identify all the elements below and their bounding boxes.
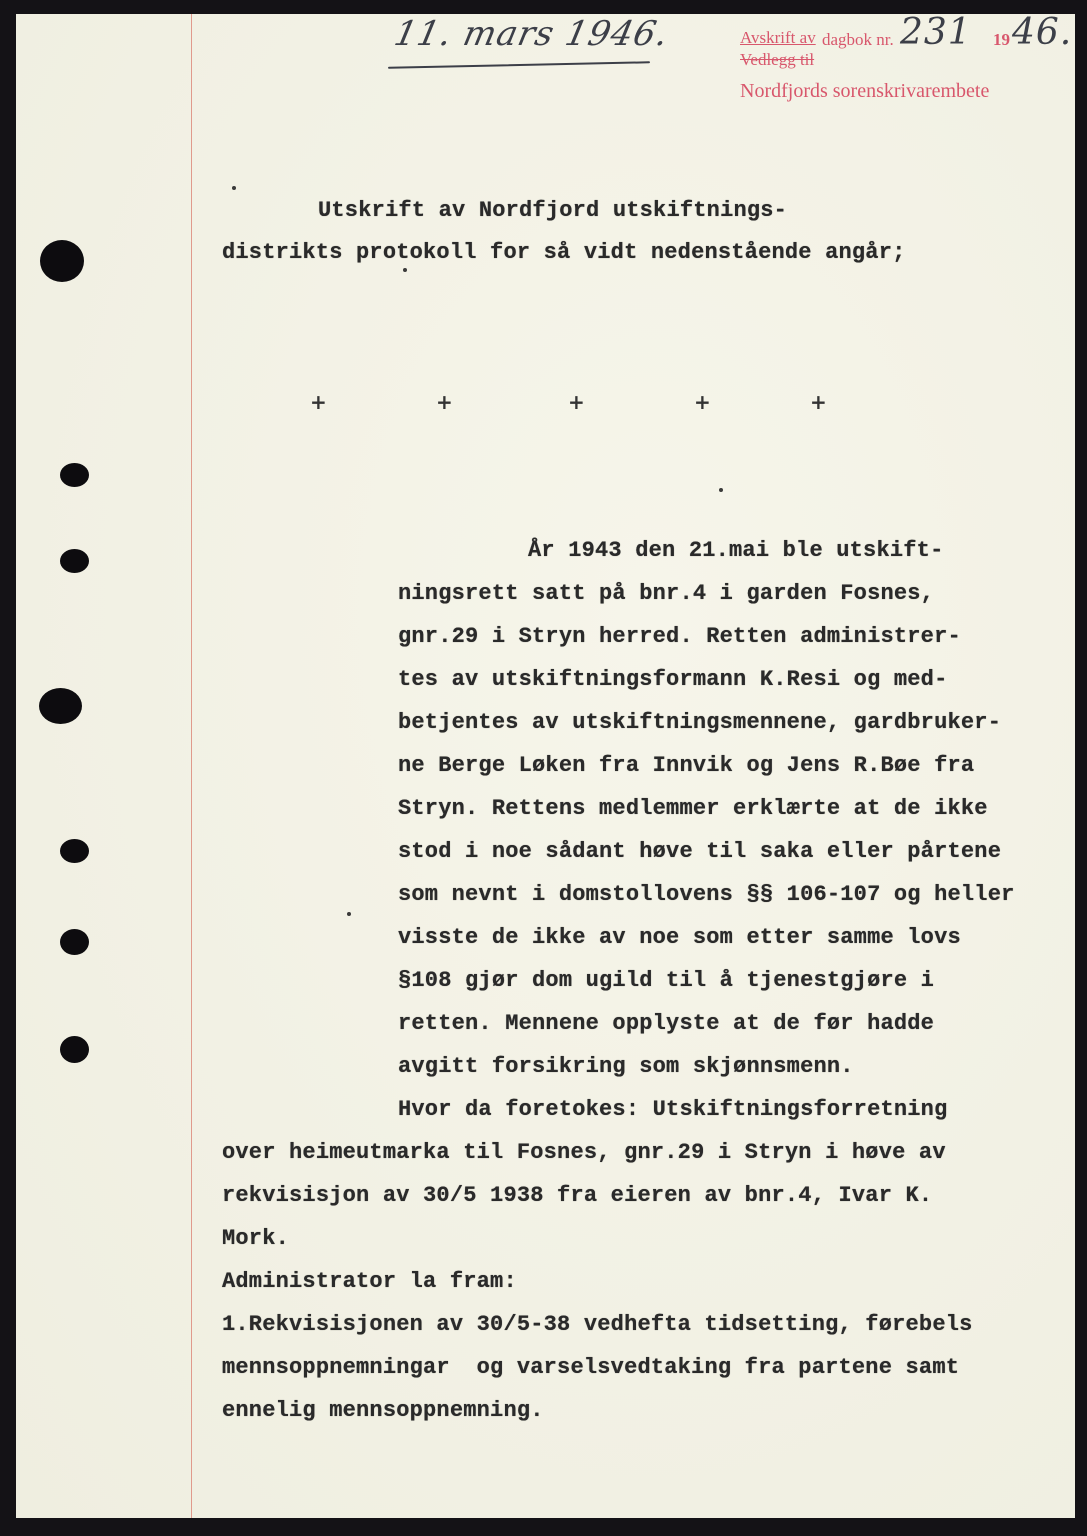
stamp-year-prefix: 19 <box>993 30 1010 49</box>
body-line: betjentes av utskiftningsmennene, gardbruker- <box>398 710 1002 735</box>
body-line: Mork. <box>222 1226 290 1251</box>
punch-hole <box>60 463 89 487</box>
heading-line-2: distrikts protokoll for så vidt nedenstående angår; <box>222 240 906 265</box>
separator-cross: + <box>694 390 711 414</box>
body-line: Administrator la fram: <box>222 1269 517 1294</box>
stamp-office-name: Nordfjords sorenskrivarembete <box>740 80 990 102</box>
body-line: 1.Rekvisisjonen av 30/5-38 vedhefta tidsetting, førebels <box>222 1312 973 1337</box>
punch-hole <box>60 1036 89 1063</box>
punch-hole <box>40 240 84 282</box>
body-line: ningsrett satt på bnr.4 i garden Fosnes, <box>398 581 935 606</box>
body-line: tes av utskiftningsformann K.Resi og med- <box>398 667 948 692</box>
punch-hole <box>60 929 89 955</box>
stamp-vedlegg-struck: Vedlegg til <box>740 50 815 69</box>
ink-speck <box>232 186 236 190</box>
red-margin-line <box>191 14 192 1518</box>
punch-hole <box>60 839 89 863</box>
body-line: Stryn. Rettens medlemmer erklærte at de ikke <box>398 796 988 821</box>
body-line: mennsoppnemningar og varselsvedtaking fra partene samt <box>222 1355 960 1380</box>
handwritten-date: 11. mars 1946. <box>390 14 673 54</box>
handwritten-year-suffix: 46. <box>1012 12 1073 53</box>
body-line: som nevnt i domstollovens §§ 106-107 og heller <box>398 882 1015 907</box>
body-line: År 1943 den 21.mai ble utskift- <box>528 538 944 563</box>
body-line: gnr.29 i Stryn herred. Retten administrer- <box>398 624 961 649</box>
punch-hole <box>60 549 89 573</box>
punch-hole <box>39 688 82 724</box>
body-line: rekvisisjon av 30/5 1938 fra eieren av bnr.4, Ivar K. <box>222 1183 933 1208</box>
separator-cross: + <box>436 390 453 414</box>
body-line: ennelig mennsoppnemning. <box>222 1398 544 1423</box>
body-line: ne Berge Løken fra Innvik og Jens R.Bøe fra <box>398 753 975 778</box>
stamp-dagbok-label: dagbok nr. <box>822 30 894 49</box>
body-line: stod i noe sådant høve til saka eller pårtene <box>398 839 1002 864</box>
heading-line-1: Utskrift av Nordfjord utskiftnings- <box>318 198 788 223</box>
body-line: Hvor da foretokes: Utskiftningsforretning <box>398 1097 948 1122</box>
ink-speck <box>719 488 723 492</box>
body-line: over heimeutmarka til Fosnes, gnr.29 i Stryn i høve av <box>222 1140 946 1165</box>
stamp-avskrift-label: Avskrift av <box>740 28 816 47</box>
body-line: retten. Mennene opplyste at de før hadde <box>398 1011 935 1036</box>
body-line: avgitt forsikring som skjønnsmenn. <box>398 1054 854 1079</box>
separator-cross: + <box>310 390 327 414</box>
handwritten-dagbok-number: 231 <box>900 12 972 53</box>
body-line: visste de ikke av noe som etter samme lovs <box>398 925 961 950</box>
separator-cross: + <box>810 390 827 414</box>
body-line: §108 gjør dom ugild til å tjenestgjøre i <box>398 968 935 993</box>
ink-speck <box>347 912 351 916</box>
separator-cross: + <box>568 390 585 414</box>
ink-speck <box>403 268 407 272</box>
